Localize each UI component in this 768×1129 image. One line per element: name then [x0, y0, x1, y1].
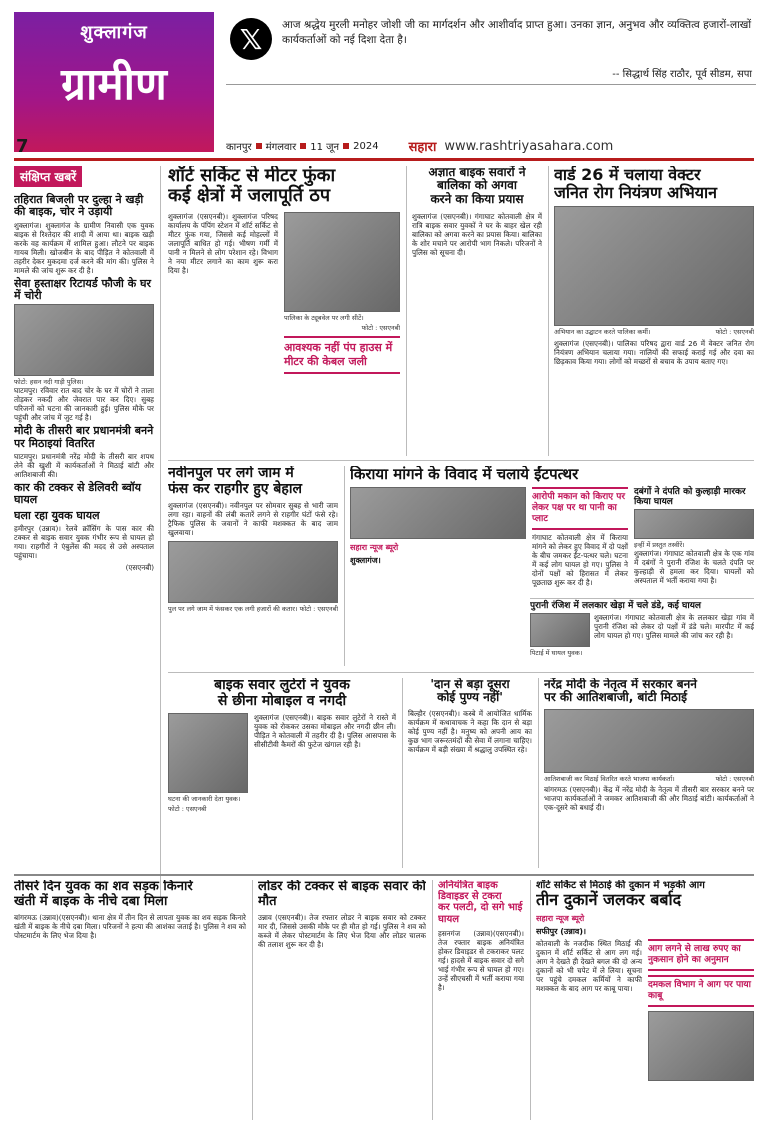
story-celebration-headline-2: पर की आतिशबाजी, बांटी मिठाई: [544, 690, 688, 705]
story-fire: [536, 880, 754, 1120]
bullet-icon: [256, 143, 262, 149]
story-body-found: [14, 880, 246, 1120]
story-fire-photo: [648, 1011, 754, 1081]
story-fire-headline-1: शॉर्ट सर्किट से मिठाई की दुकान में भड़की आग: [536, 880, 705, 891]
story-donation-body: बिल्हौर (एसएनबी)। कस्बे में आयोजित धार्मिक कार्यक्रम में कथावाचक ने कहा कि दान से बड़ा कोई पुण्य नहीं है। मनुष्य को अपनी आय का कुछ भाग जरूरतमंदों की सेवा में लगाना चाहिए। कार्यक्रम में बड़ी संख्या में श्रद्धालु उपस्थित रहे।: [408, 708, 532, 754]
masthead-rule: [14, 158, 754, 161]
story-kidnap: [412, 166, 542, 456]
story-rent-headline: किराया मांगने के विवाद में चलाये ईंटपत्थर: [350, 466, 579, 483]
story-enmity-caption: पिटाई में घायल युवक।: [530, 649, 583, 658]
story-rent-photo: [350, 487, 526, 539]
story-kidnap-headline-1: अज्ञात बाइक सवारों ने: [428, 166, 526, 179]
story-vector-caption: अभियान का उद्घाटन करते पालिका कर्मी।: [554, 327, 651, 336]
brief-2-photo: [14, 304, 154, 376]
story-donation: [408, 678, 532, 868]
story-kidnap-headline-3: करने का किया प्रयास: [430, 191, 524, 206]
column-rule: [432, 880, 433, 1120]
story-loader-body: उन्नाव (एसएनबी)। तेज रफ्तार लोडर ने बाइक सवार को टक्कर मार दी, जिससे उसकी मौके पर ही मौत हो गई। पुलिस ने शव को कब्जे में लेकर पोस्टमार्टम के लिए भेज दिया और लोडर चालक की तलाश शुरू कर दी है।: [258, 913, 426, 950]
story-rent-sub-headline: दबंगों ने दंपति को कुल्हाड़ी मारकर किया घायल: [634, 486, 746, 507]
story-rent-sub-caption: इन्हीं में प्रस्तुत तस्वीरें।: [634, 540, 685, 549]
column-rule: [548, 166, 549, 456]
briefs-column: [14, 166, 154, 916]
story-enmity-photo: [530, 613, 590, 647]
story-meter: [168, 166, 400, 456]
row-rule: [14, 874, 754, 876]
story-jam-headline-2: फंस कर राहगीर हुए बेहाल: [168, 480, 302, 497]
story-divider-crash: [438, 880, 524, 1120]
story-rent-body: गंगाघाट कोतवाली क्षेत्र में किराया मांगने को लेकर हुए विवाद में दो पक्षों के बीच जमकर ईंट-पत्थर चले। घटना में कई लोग घायल हो गए। पुलिस ने दोनों पक्षों को हिरासत में लेकर पूछताछ शुरू कर दी है।: [532, 532, 628, 587]
story-vector-headline-1: वार्ड 26 में चलाया वेक्टर: [554, 166, 701, 184]
story-vector-headline-2: जनित रोग नियंत्रण अभियान: [554, 182, 718, 202]
story-donation-headline-1: 'दान से बड़ा दूसरा: [430, 678, 510, 691]
page-number: 7: [16, 136, 29, 157]
story-enmity: [530, 598, 754, 666]
dateline-city: कानपुर: [226, 142, 252, 153]
website-link[interactable]: www.rashtriyasahara.com: [444, 138, 614, 154]
story-donation-headline-2: कोई पुण्य नहीं': [437, 690, 503, 705]
quote-text: आज श्रद्धेय मुरली मनोहर जोशी जी का मार्गदर्शन और आशीर्वाद प्राप्त हुआ। उनका ज्ञान, अनुभव और व्यक्तित्व हजारों-लाखों कार्यकर्ताओं को नई दिशा देता है।: [282, 19, 752, 46]
story-vector: [554, 166, 754, 456]
column-rule: [252, 880, 253, 1120]
story-jam-headline-1: नवीनपुल पर लगे जाम में: [168, 466, 294, 481]
quote-divider: [226, 84, 756, 85]
brief-5-agency: (एसएनबी): [125, 562, 154, 572]
masthead: [14, 8, 754, 160]
story-body-found-body: बांगरमऊ (उन्नाव)(एसएनबी)। थाना क्षेत्र में तीन दिन से लापता युवक का शव सड़क किनारे खंती में बाइक के नीचे दबा मिला। परिजनों ने हत्या की आशंका जताई है। पुलिस ने शव को पोस्टमार्टम के लिए भेज दिया है।: [14, 913, 246, 941]
story-meter-pull-quote: आवश्यक नहीं पंप हाउस में मीटर की केबल जली: [284, 336, 400, 374]
dateline-date: 11 जून: [310, 142, 340, 153]
brief-1-headline: तहिरात बिजली पर दुल्हा ने खड़ी की बाइक, चोर ने उड़ायी: [14, 193, 144, 219]
story-robbers-headline-1: बाइक सवार लुटेरों ने युवक: [214, 678, 350, 693]
story-jam-photo: [168, 541, 338, 603]
story-vector-credit: फोटो : एसएनबी: [715, 327, 754, 336]
story-body-found-headline-1: तीसरे दिन युवक का शव सड़क किनारे: [14, 880, 193, 894]
story-celebration-caption: आतिशबाजी कर मिठाई वितरित करते भाजपा कार्यकर्ता।: [544, 774, 675, 783]
story-fire-headline-2: तीन दुकानें जलकर बर्बाद: [536, 890, 682, 910]
story-divider-crash-body: हसनगंज (उन्नाव)(एसएनबी)। तेज रफ्तार बाइक अनियंत्रित होकर डिवाइडर से टकराकर पलट गई। हादसे में बाइक सवार दो सगे भाई गंभीर रूप से घायल हो गए। उन्हें सीएचसी में भर्ती कराया गया है।: [438, 928, 524, 992]
brief-5-body: हमीरपुर (उन्नाव)। रेलवे क्रॉसिंग के पास कार की टक्कर से बाइक सवार युवक गंभीर रूप से घायल हो गया। राहगीरों ने एंबुलेंस की मदद से उसे अस्पताल पहुंचाया।: [14, 523, 154, 560]
quote-author: -- सिद्धार्थ सिंह राठौर, पूर्व सीडम, सपा: [612, 69, 752, 80]
story-celebration-body: बांगरमऊ (एसएनबी)। केंद्र में नरेंद्र मोदी के नेतृत्व में तीसरी बार सरकार बनने पर भाजपा कार्यकर्ताओं ने जमकर आतिशबाजी की और मिठाई बांटी। कार्यकर्ताओं ने एक-दूसरे को बधाई दी।: [544, 784, 754, 812]
story-fire-pull-quote: आग लगने से लाख रुपए का नुकसान होने का अनुमान: [648, 939, 754, 971]
story-jam-body: शुक्लागंज (एसएनबी)। नवीनपुल पर सोमवार सुबह से भारी जाम लगा रहा। वाहनों की लंबी कतारें लगने से राहगीर घंटों फंसे रहे। ट्रैफिक पुलिस के जवानों ने काफी मशक्कत के बाद जाम खुलवाया।: [168, 501, 338, 538]
story-fire-pull-quote-2: दमकल विभाग ने आग पर पाया काबू: [648, 975, 754, 1007]
story-rent: [350, 466, 754, 596]
column-rule: [402, 678, 403, 868]
column-rule: [160, 166, 161, 901]
story-robbers: [168, 678, 396, 868]
briefs-tag: संक्षिप्त खबरें: [14, 166, 82, 187]
story-meter-headline-1: शॉर्ट सर्किट से मीटर फुंका: [168, 166, 336, 186]
story-robbers-caption: घटना की जानकारी देता युवक।: [168, 795, 241, 804]
story-fire-place: सफीपुर (उन्नाव)।: [536, 927, 587, 937]
story-kidnap-body: शुक्लागंज (एसएनबी)। गंगाघाट कोतवाली क्षेत्र में रात्रि बाइक सवार युवकों ने घर के बाहर खेल रही बालिका को अगवा करने का प्रयास किया। बालिका के शोर मचाने पर आरोपी भाग निकले। परिजनों ने पुलिस को सूचना दी।: [412, 212, 542, 258]
story-body-found-headline-2: खंती में बाइक के नीचे दबा मिला: [14, 893, 168, 909]
story-rent-byline: सहारा न्यूज ब्यूरो: [350, 542, 399, 552]
story-meter-headline-2: कई क्षेत्रों में जलापूर्ति ठप: [168, 185, 331, 207]
story-meter-body: शुक्लागंज (एसएनबी)। शुक्लागंज परिषद कार्यालय के पंपिंग स्टेशन में शॉर्ट सर्किट से मीटर फुंक गया, जिससे कई मोहल्लों में जलापूर्ति बाधित हो गई। भीषण गर्मी में पानी न मिलने से लोग परेशान रहे। विभाग ने नया मीटर लगाने का काम शुरू करा दिया है।: [168, 212, 278, 276]
column-rule: [406, 166, 407, 456]
dateline-day: मंगलवार: [265, 142, 297, 153]
story-celebration-headline-1: नरेंद्र मोदी के नेतृत्व में सरकार बनने: [544, 678, 697, 691]
brief-3-body: घाटमपुर। प्रधानमंत्री नरेंद्र मोदी के तीसरी बार शपथ लेने की खुशी में कार्यकर्ताओं ने मिठाई बांटी और आतिशबाजी की।: [14, 451, 154, 479]
story-vector-body: शुक्लागंज (एसएनबी)। पालिका परिषद द्वारा वार्ड 26 में वेक्टर जनित रोग नियंत्रण अभियान चलाया गया। नालियों की सफाई कराई गई और दवा का छिड़काव किया गया। लोगों को मच्छरों से बचाव के उपाय बताए गए।: [554, 338, 754, 366]
brief-1-body: शुक्लागंज। शुक्लागंज के ग्रामीण निवासी एक युवक बाइक से रिश्तेदार की शादी में आया था। बाइक खड़ी करके वह कार्यक्रम में शामिल हुआ। लौटने पर बाइक गायब मिली। खोजबीन के बाद पीड़ित ने कोतवाली में तहरीर देकर मुकदमा दर्ज करने की मांग की। पुलिस ने मामले की जांच शुरू कर दी है।: [14, 220, 154, 275]
story-vector-photo: [554, 206, 754, 326]
brand-small-title: शुक्लागंज: [80, 22, 148, 43]
x-logo-icon: 𝕏: [230, 18, 272, 60]
story-divider-crash-headline-2: कर पलटी, दो सगे भाई घायल: [438, 902, 523, 925]
story-meter-credit: फोटो : एसएनबी: [361, 324, 400, 333]
story-enmity-body: शुक्लागंज। गंगाघाट कोतवाली क्षेत्र के ललकार खेड़ा गांव में पुरानी रंजिश को लेकर दो पक्षों में डंडे चले। मारपीट में कई लोग घायल हो गए। पुलिस मामले की जांच कर रही है।: [594, 613, 754, 641]
story-rent-place: शुक्लागंज।: [350, 555, 381, 565]
story-rent-sub-photo: [634, 509, 754, 539]
story-celebration-credit: फोटो : एसएनबी: [715, 774, 754, 783]
story-enmity-headline: पुरानी रंजिश में ललकार खेड़ा में चले डंडे, कई घायल: [530, 598, 754, 611]
story-divider-crash-headline-1: अनियंत्रित बाइक डिवाइडर से टकरा: [438, 880, 502, 903]
brief-2-body: घाटमपुर। रविवार रात बाद चोर के घर में चोरों ने ताला तोड़कर नकदी और जेवरात पार कर दिए। सुबह परिजनों को घटना की जानकारी हुई। पुलिस मौके पर पहुंची और जांच में जुट गई है।: [14, 386, 154, 423]
dateline-year: 2024: [353, 140, 379, 152]
story-jam: [168, 466, 338, 666]
story-celebration: [544, 678, 754, 868]
story-meter-photo: [284, 212, 400, 312]
story-celebration-photo: [544, 709, 754, 773]
story-loader-headline: लोडर की टक्कर से बाइक सवार की मौत: [258, 880, 426, 909]
column-rule: [344, 466, 345, 666]
story-robbers-photo: [168, 713, 248, 793]
story-robbers-body: शुक्लागंज (एसएनबी)। बाइक सवार लुटेरों ने रास्ते में युवक को रोककर उसका मोबाइल और नगदी छीन ली। पीड़ित ने कोतवाली में तहरीर दी है। पुलिस आसपास के सीसीटीवी कैमरों की फुटेज खंगाल रही है।: [254, 713, 396, 750]
bullet-icon: [343, 143, 349, 149]
brief-3-headline: मोदी के तीसरी बार प्रधानमंत्री बनने पर मिठाइयां वितरित: [14, 424, 154, 450]
story-robbers-credit: फोटो : एसएनबी: [168, 805, 207, 814]
brand-logo: [14, 12, 214, 152]
story-jam-credit: फोटो : एसएनबी: [299, 605, 338, 614]
bullet-icon: [300, 143, 306, 149]
dateline: [226, 136, 756, 156]
story-robbers-headline-2: से छीना मोबाइल व नगदी: [217, 692, 347, 709]
brief-4-headline: कार की टक्कर से डेलिवरी ब्वॉय घायल: [14, 480, 142, 507]
story-jam-caption: पुल पर लगे जाम में फंसकर एक लगी हजारों की कतार।: [168, 605, 298, 614]
row-rule: [168, 460, 754, 461]
story-loader: [258, 880, 426, 1120]
story-rent-pull-quote: आरोपी मकान को किराए पर लेकर पक्ष पर था पानी का प्लाट: [532, 487, 628, 530]
story-fire-byline: सहारा न्यूज ब्यूरो: [536, 914, 585, 924]
brief-5-headline: घला रहा युवक घायल: [14, 508, 100, 522]
column-rule: [530, 880, 531, 1120]
story-kidnap-headline-2: बालिका को अगवा: [437, 178, 517, 193]
story-fire-body: कोतवाली के नजदीक स्थित मिठाई की दुकान में शॉर्ट सर्किट से आग लग गई। आग ने देखते ही देखते बगल की दो अन्य दुकानों को भी चपेट में ले लिया। सूचना पर पहुंचे दमकल कर्मियों ने काफी मशक्कत के बाद आग पर काबू पाया।: [536, 939, 642, 994]
story-meter-caption: पालिका के ट्यूबवेल पर लगी सीटें।: [284, 314, 364, 323]
column-rule: [538, 678, 539, 868]
brief-2-headline: सेवा हस्ताक्षर रिटायर्ड फौजी के घर में चोरी: [14, 276, 151, 302]
brief-2-caption: फोटो: हसन नदी गाड़ी पुलिस।: [14, 378, 84, 387]
brand-big-title: ग्रामीण: [61, 59, 167, 110]
story-rent-sub-body: शुक्लागंज। गंगाघाट कोतवाली क्षेत्र के एक गांव में दबंगों ने पुरानी रंजिश के चलते दंपति पर कुल्हाड़ी से हमला कर दिया। घायलों को अस्पताल में भर्ती कराया गया है।: [634, 548, 754, 585]
row-rule: [168, 672, 754, 673]
sahara-logo: सहारा: [408, 140, 437, 155]
